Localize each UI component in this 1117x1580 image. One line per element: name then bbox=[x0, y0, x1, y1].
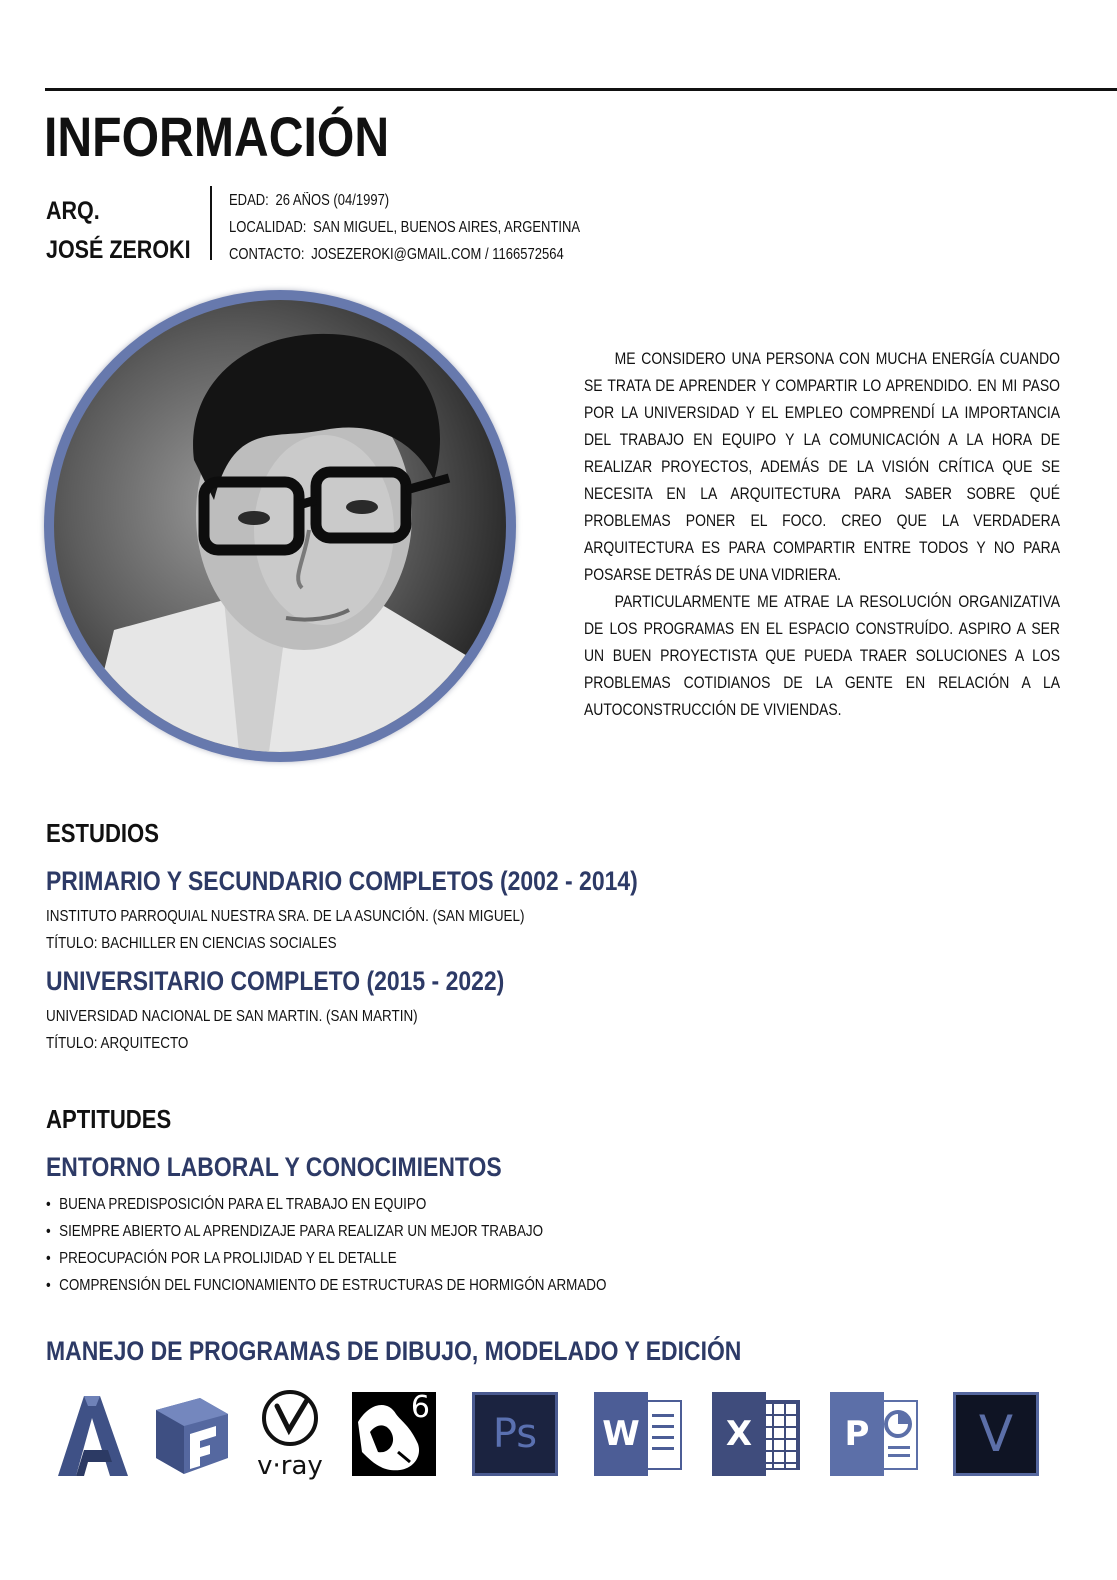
vray-label: v·ray bbox=[257, 1451, 323, 1481]
rhino-icon bbox=[352, 1392, 436, 1476]
photoshop-icon bbox=[472, 1392, 558, 1476]
software-heading: MANEJO DE PROGRAMAS DE DIBUJO, MODELADO Y EDICIÓN bbox=[46, 1336, 742, 1366]
powerpoint-label: P bbox=[844, 1414, 870, 1454]
autocad-icon bbox=[50, 1392, 132, 1478]
list-item: • PREOCUPACIÓN POR LA PROLIJIDAD Y EL DETALLE bbox=[46, 1245, 606, 1272]
word-tile bbox=[594, 1392, 648, 1476]
powerpoint-tile bbox=[830, 1392, 884, 1476]
vegas-label: V bbox=[978, 1405, 1014, 1463]
section-heading-estudios: ESTUDIOS bbox=[46, 818, 159, 848]
list-item: • COMPRENSIÓN DEL FUNCIONAMIENTO DE ESTRUCTURAS DE HORMIGÓN ARMADO bbox=[46, 1272, 606, 1299]
vray-icon bbox=[255, 1388, 325, 1480]
excel-tile bbox=[712, 1392, 766, 1476]
vegas-icon bbox=[953, 1392, 1039, 1476]
profile-photo-ring bbox=[44, 290, 516, 762]
list-item: • BUENA PREDISPOSICIÓN PARA EL TRABAJO EN EQUIPO bbox=[46, 1191, 606, 1218]
bio-paragraph-2: PARTICULARMENTE ME ATRAE LA RESOLUCIÓN ORGANIZATIVA DE LOS PROGRAMAS EN EL ESPACIO CONSTRUÍDO. ASPIRO A SER UN BUEN PROYECTISTA QUE PUEDA TRAER SOLUCIONES A LOS PROBLEMAS COTIDIANOS DE LA GENTE EN RELACIÓN A LA AUTOCONSTRUCCIÓN DE VIVIENDAS. bbox=[584, 593, 1060, 719]
study-title-2: UNIVERSITARIO COMPLETO (2015 - 2022) bbox=[46, 966, 505, 996]
detail-location: LOCALIDAD: SAN MIGUEL, BUENOS AIRES, ARGENTINA bbox=[229, 219, 581, 236]
study-2-degree: TÍTULO: ARQUITECTO bbox=[46, 1035, 189, 1052]
powerpoint-icon bbox=[830, 1392, 920, 1476]
rhino-version: 6 bbox=[410, 1390, 430, 1425]
sketchup-icon bbox=[150, 1396, 232, 1476]
full-name: JOSÉ ZEROKI bbox=[46, 236, 191, 264]
list-item: • SIEMPRE ABIERTO AL APRENDIZAJE PARA REALIZAR UN MEJOR TRABAJO bbox=[46, 1218, 606, 1245]
study-2-institution: UNIVERSIDAD NACIONAL DE SAN MARTIN. (SAN MARTIN) bbox=[46, 1008, 418, 1025]
word-label: W bbox=[602, 1414, 640, 1454]
study-title-1: PRIMARIO Y SECUNDARIO COMPLETOS (2002 - 2014) bbox=[46, 866, 638, 896]
aptitudes-subheading: ENTORNO LABORAL Y CONOCIMIENTOS bbox=[46, 1152, 502, 1182]
section-heading-aptitudes: APTITUDES bbox=[46, 1104, 172, 1134]
excel-label: X bbox=[725, 1414, 753, 1454]
study-1-degree: TÍTULO: BACHILLER EN CIENCIAS SOCIALES bbox=[46, 935, 337, 952]
study-2-details bbox=[46, 1003, 418, 1057]
detail-contact: CONTACTO: JOSEZEROKI@GMAIL.COM / 1166572564 bbox=[229, 246, 564, 263]
detail-age: EDAD: 26 AÑOS (04/1997) bbox=[229, 192, 390, 209]
bio-paragraph-1: ME CONSIDERO UNA PERSONA CON MUCHA ENERGÍA CUANDO SE TRATA DE APRENDER Y COMPARTIR LO APRENDIDO. EN MI PASO POR LA UNIVERSIDAD Y EL EMPLEO COMPRENDÍ LA IMPORTANCIA DEL TRABAJO EN EQUIPO Y LA COMUNICACIÓN A LA HORA DE REALIZAR PROYECTOS, ADEMÁS DE LA VISIÓN CRÍTICA QUE SE NECESITA EN LA ARQUITECTURA PARA SABER SOBRE QUÉ PROBLEMAS PONER EL FOCO. CREO QUE LA VERDADERA ARQUITECTURA ES PARA COMPARTIR ENTRE TODOS Y NO PARA POSARSE DETRÁS DE UNA VIDRIERA. bbox=[584, 350, 1060, 584]
photoshop-label: Ps bbox=[492, 1411, 538, 1457]
name-prefix: ARQ. bbox=[46, 197, 100, 225]
word-icon bbox=[594, 1392, 684, 1476]
top-rule bbox=[45, 88, 1117, 91]
aptitudes-list bbox=[46, 1191, 606, 1299]
bio-text bbox=[584, 346, 1060, 724]
personal-details bbox=[229, 187, 580, 268]
study-1-details bbox=[46, 903, 524, 957]
excel-icon bbox=[712, 1392, 802, 1476]
profile-photo bbox=[54, 300, 506, 752]
vray-logo-circle bbox=[255, 1388, 325, 1448]
header-divider bbox=[210, 186, 212, 260]
page-title: INFORMACIÓN bbox=[44, 105, 390, 168]
name-block bbox=[46, 192, 191, 270]
study-1-institution: INSTITUTO PARROQUIAL NUESTRA SRA. DE LA ASUNCIÓN. (SAN MIGUEL) bbox=[46, 908, 525, 925]
portrait-illustration bbox=[54, 300, 506, 752]
